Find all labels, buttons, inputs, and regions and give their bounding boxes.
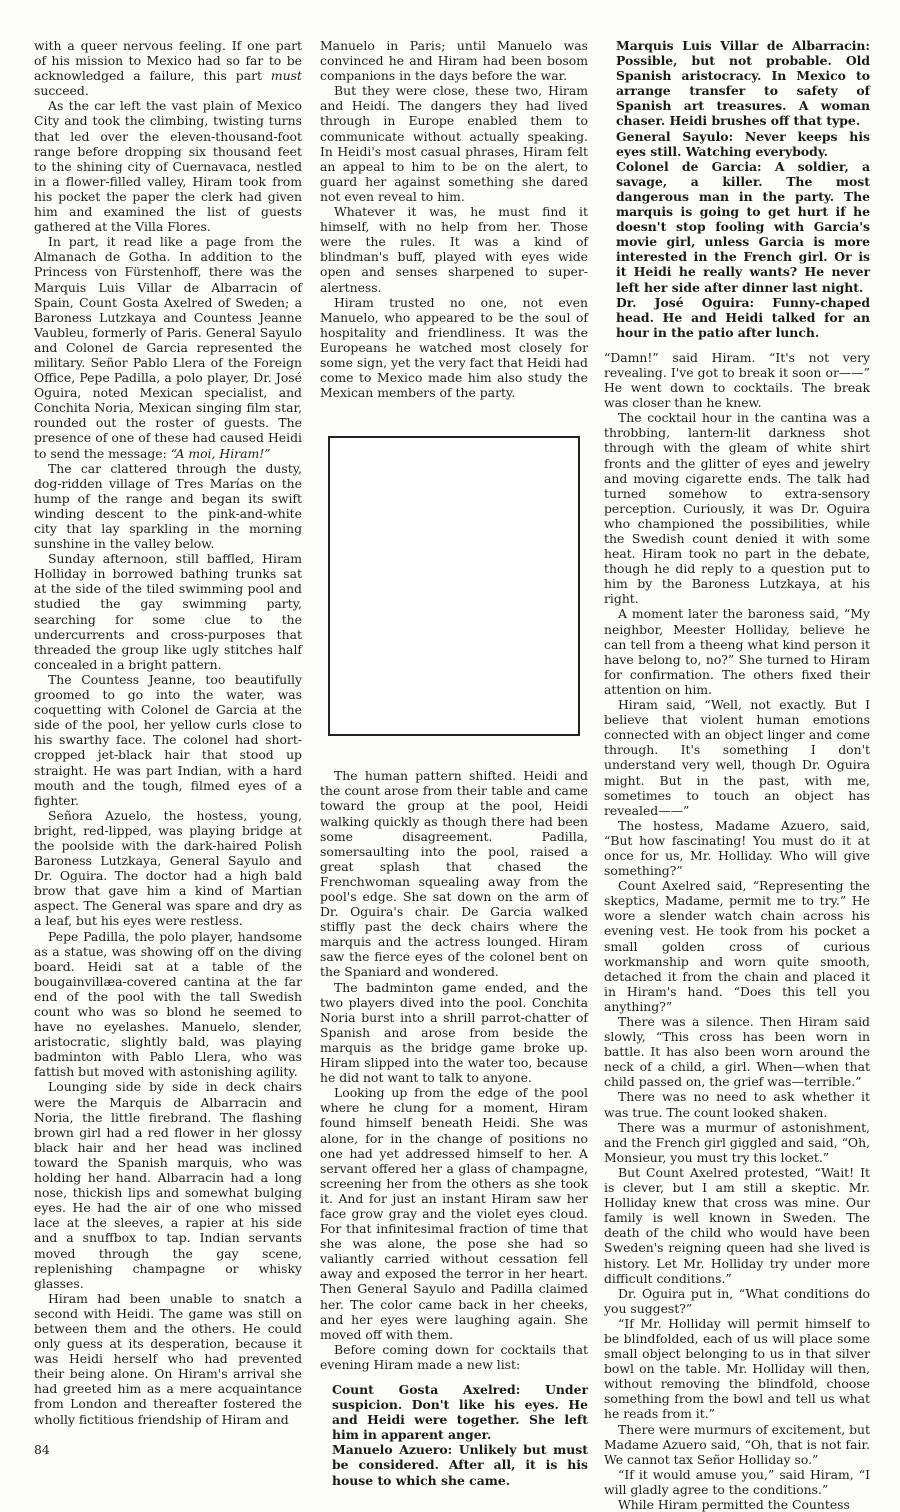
paragraph: Before coming down for cocktails that evening Hiram made a new list: [320,1341,588,1372]
paragraph: Count Axelred said, “Representing the skeptics, Madame, permit me to try.” He wore a slender watch chain across his evening vest. He took from his pocket a small golden cross of curious workmanship and worn quite smooth, detached it from the chain and placed it in Hiram's hand. “Does this tell you anything?” [604,878,870,1014]
column-3-text [604,350,870,1512]
paragraph: Dr. Oguira put in, “What conditions do you suggest?” [604,1285,870,1316]
paragraph: Señora Azuelo, the hostess, young, bright, red-lipped, was playing bridge at the poolside with the dark-haired Polish Baroness Lutzkaya, General Sayulo and Dr. Oguira. The doctor had a high bald brow that gave him a kind of Martian aspect. The General was spare and dry as a leaf, but his eyes were restless. [34,807,302,929]
paragraph: “If it would amuse you,” said Hiram, “I will gladly agree to the conditions.” [604,1466,870,1497]
paragraph: But they were close, these two, Hiram and Heidi. The dangers they had lived through in Europe enabled them to communicate without actually speaking. In Heidi's most casual phrases, Hiram felt an appeal to him to be on the alert, to guard her against something she dared not even reveal to him. [320,83,588,204]
paragraph: Whatever it was, he must find it himself, with no help from her. Those were the rules. It was a kind of blindman's buff, played with eyes wide open and senses sharpened to super-alertness. [320,204,588,295]
column-2-bottom-text [320,768,588,1372]
paragraph: Manuelo in Paris; until Manuelo was convinced he and Hiram had been bosom companions in the days before the war. [320,38,588,84]
paragraph: Manuelo Azuero: Unlikely but must be considered. After all, it is his house to which she came. [332,1442,588,1488]
paragraph: Hiram trusted no one, not even Manuelo, who appeared to be the soul of hospitality and friendliness. It was the Europeans he watched most closely for some sign, yet the very fact that Heidi had come to Mexico made him also study the Mexican members of the party. [320,294,588,401]
paragraph: The cocktail hour in the cantina was a throbbing, lantern-lit darkness shot through with the gleam of white shirt fronts and the glitter of eyes and jewelry and moving cigarette ends. The talk had turned somehow to extra-sensory perception. Curiously, it was Dr. Oguira who championed the possibilities, while the Swedish count denied it with some heat. Hiram took no part in the debate, though he did reply to a question put to him by the Baroness Lutzkaya, at his right. [604,410,870,607]
column-3 [604,38,870,1512]
column-2 [320,38,588,1488]
paragraph: There were murmurs of excitement, but Madame Azuero said, “Oh, that is not fair. We cannot tax Señor Holliday so.” [604,1421,870,1467]
paragraph: As the car left the vast plain of Mexico City and took the climbing, twisting turns that led over the eleven-thousand-foot range before dropping six thousand feet to the shining city of Cuernavaca, nestled in a flower-filled valley, Hiram took from his pocket the paper the clerk had given him and examined the list of guests gathered at the Villa Flores. [34,98,302,235]
column-2-top-text [320,38,588,400]
paragraph: with a queer nervous feeling. If one part of his mission to Mexico had so far to be acknowledged a failure, this part must succeed. [34,38,302,99]
paragraph: But Count Axelred protested, “Wait! It is clever, but I am still a skeptic. Mr. Holliday knew that cross was mine. Our family is well known in Sweden. The death of the child who would have been Sweden's reigning queen had she lived is history. Let Mr. Holliday try under more difficult conditions.” [604,1164,870,1286]
paragraph: There was no need to ask whether it was true. The count looked shaken. [604,1089,870,1120]
suspect-list-notes-continued [604,38,870,340]
paragraph: There was a murmur of astonishment, and the French girl giggled and said, “Oh, Monsieur, you must try this locket.” [604,1119,870,1165]
paragraph: Looking up from the edge of the pool where he clung for a moment, Hiram found himself beneath Heidi. She was alone, for in the change of positions no one had yet addressed himself to her. A servant offered her a glass of champagne, screening her from the others as she took it. And for just an instant Hiram saw her face grow gray and the violet eyes cloud. For that infinitesimal fraction of time that she was alone, the pose she had so valiantly carried without cessation fell away and exposed the terror in her heart. Then General Sayulo and Padilla claimed her. The color came back in her cheeks, and her eyes were laughing again. She moved off with them. [320,1085,588,1342]
paragraph: The Countess Jeanne, too beautifully groomed to go into the water, was coquetting with Colonel de Garcia at the side of the pool, her yellow curls close to his swarthy face. The colonel had short-cropped jet-black hair that stood up straight. He was part Indian, with a hard mouth and the tough, filmed eyes of a fighter. [34,671,302,808]
paragraph: Dr. José Oguira: Funny-chaped head. He and Heidi talked for an hour in the patio after lunch. [616,294,870,340]
paragraph: The badminton game ended, and the two players dived into the pool. Conchita Noria burst into a shrill parrot-chatter of Spanish and arose from beside the marquis as the bridge game broke up. Hiram slipped into the water too, because he did not want to talk to anyone. [320,979,588,1086]
paragraph: Lounging side by side in deck chairs were the Marquis de Albarracin and Noria, the little firebrand. The flashing brown girl had a red flower in her glossy black hair and her head was inclined toward the Spanish marquis, who was holding her hand. Albarracin had a long nose, thickish lips and somewhat bulging eyes. He had the air of one who missed lace at the sleeves, a rapier at his side and a snuffbox to tap. Indian servants moved through the gay scene, replenishing champagne or whisky glasses. [34,1079,302,1291]
paragraph: The hostess, Madame Azuero, said, “But how fascinating! You must do it at once for us, Mr. Holliday. Who will give something?” [604,817,870,879]
paragraph: Marquis Luis Villar de Albarracin: Possible, but not probable. Old Spanish aristocracy. In Mexico to arrange transfer to safety of Spanish art treasures. A woman chaser. Heidi brushes off that type. [616,38,870,129]
paragraph: Count Gosta Axelred: Under suspicion. Don't like his eyes. He and Heidi were together. She left him in apparent anger. [332,1382,588,1443]
paragraph: Sunday afternoon, still baffled, Hiram Holliday in borrowed bathing trunks sat at the side of the tiled swimming pool and studied the gay swimming party, searching for some clue to the undercurrents and cross-purposes that threaded the group like ugly stitches half concealed in a bright pattern. [34,551,302,672]
paragraph: In part, it read like a page from the Almanach de Gotha. In addition to the Princess von Fürstenhoff, there was the Marquis Luis Villar de Albarracin of Spain, Count Gosta Axelred of Sweden; a Baroness Lutzkaya and Countess Jeanne Vaubleu, formerly of Paris. General Sayulo and Colonel de Garcia represented the military. Señor Pablo Llera of the Foreign Office, Pepe Padilla, a polo player, Dr. José Oguira, noted Mexican specialist, and Conchita Noria, Mexican singing film star, rounded out the roster of guests. The presence of one of these had caused Heidi to send the message: “A moi, Hiram!” [34,234,302,461]
paragraph: A moment later the baroness said, “My neighbor, Meester Holliday, believe he can tell from a theeng what kind person it have belong to, no?” She turned to Hiram for confirmation. The others fixed their attention on him. [604,606,870,697]
column-1 [34,38,302,1427]
paragraph: General Sayulo: Never keeps his eyes still. Watching everybody. [616,128,870,159]
page-number: 84 [34,1442,50,1457]
paragraph: There was a silence. Then Hiram said slowly, “This cross has been worn in battle. It has also been worn around the neck of a child, a girl. When—when that child passed on, the grief was—terrible.” [604,1014,870,1090]
suspect-list-notes [320,1382,588,1488]
paragraph: “If Mr. Holliday will permit himself to be blindfolded, each of us will place some small object belonging to us in that silver bowl on the table. Mr. Holliday will then, without removing the blindfold, choose something from the bowl and tell us what he reads from it.” [604,1315,870,1422]
paragraph: The human pattern shifted. Heidi and the count arose from their table and came toward the group at the pool, Heidi walking quickly as though there had been some disagreement. Padilla, somersaulting into the pool, raised a great splash that chased the Frenchwoman squealing away from the pool's edge. She sat down on the arm of Dr. Oguira's chair. De Garcia walked stiffly past the deck chairs where the marquis and the actress lounged. Hiram saw the fierce eyes of the colonel bent on the Spaniard and wondered. [320,768,588,980]
illustration-placeholder [328,436,580,736]
paragraph: The car clattered through the dusty, dog-ridden village of Tres Marías on the hump of the range and began its swift winding descent to the pink-and-white city that lay sparkling in the morning sunshine in the valley below. [34,460,302,552]
paragraph: Hiram said, “Well, not exactly. But I believe that violent human emotions connected with an object linger and come through. It's something I don't understand very well, though Dr. Oguira might. But in the past, with me, sometimes to touch an object has revealed——” [604,697,870,818]
paragraph: Colonel de Garcia: A soldier, a savage, a killer. The most dangerous man in the party. The marquis is going to get hurt if he doesn't stop fooling with Garcia's movie girl, unless Garcia is more interested in the French girl. Or is it Heidi he really wants? He never left her side after dinner last night. [616,158,870,295]
paragraph: “Damn!” said Hiram. “It's not very revealing. I've got to break it soon or——” He went down to cocktails. The break was closer than he knew. [604,349,870,411]
paragraph: Hiram had been unable to snatch a second with Heidi. The game was still on between them and the others. He could only guess at its desperation, because it was Heidi herself who had prevented their being alone. On Hiram's arrival she had greeted him as a mere acquaintance from London and thereafter fostered the wholly fictitious friendship of Hiram and [34,1290,302,1427]
paragraph: Pepe Padilla, the polo player, handsome as a statue, was showing off on the diving board. Heidi sat at a table of the bougainvillæa-covered cantina at the far end of the pool with the tall Swedish count who was so blond he seemed to have no eyelashes. Manuelo, slender, aristocratic, slightly bald, was playing badminton with Pablo Llera, who was fattish but moved with astonishing agility. [34,928,302,1080]
paragraph: While Hiram permitted the Countess [618,1497,850,1512]
